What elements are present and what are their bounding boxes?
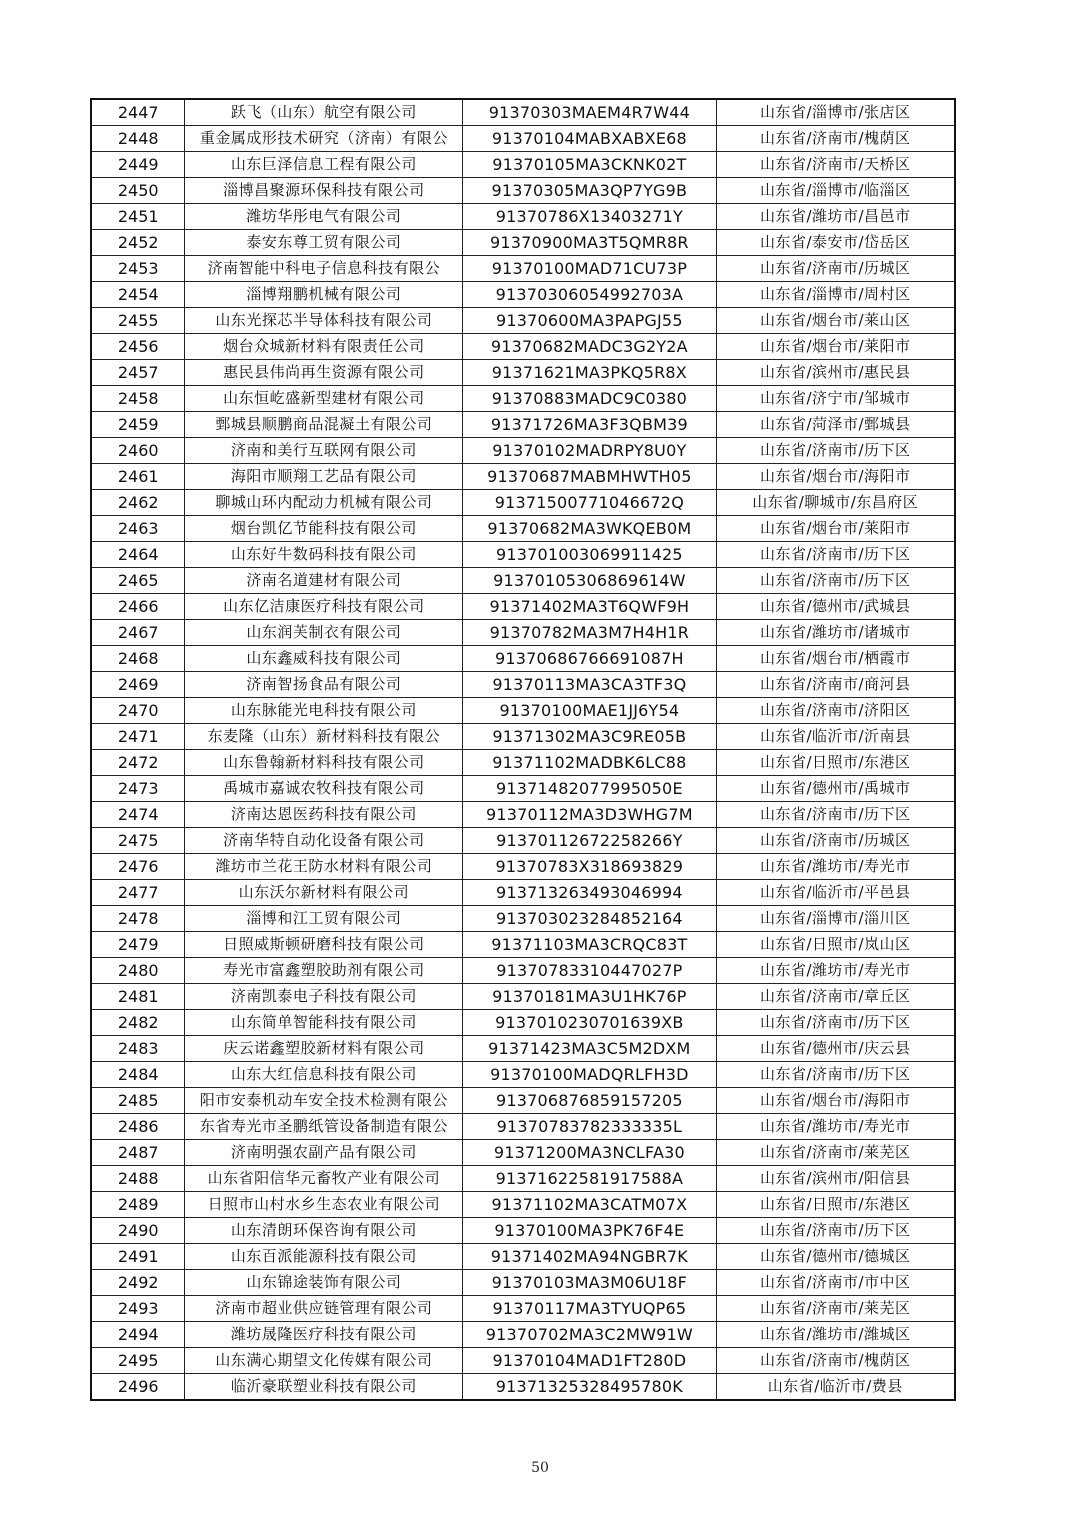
table-row	[91, 646, 955, 672]
table-row	[91, 308, 955, 334]
credit-code: 91370783X318693829	[463, 854, 716, 880]
company-name: 济南明强农副产品有限公司	[185, 1140, 463, 1166]
table-row	[91, 1270, 955, 1296]
row-number: 2468	[91, 646, 185, 672]
row-number: 2477	[91, 880, 185, 906]
company-name: 禹城市嘉诚农牧科技有限公司	[185, 776, 463, 802]
table-row	[91, 542, 955, 568]
company-name: 东麦隆（山东）新材料科技有限公	[185, 724, 463, 750]
region: 山东省/临沂市/平邑县	[716, 880, 955, 906]
company-name: 山东脉能光电科技有限公司	[185, 698, 463, 724]
row-number: 2489	[91, 1192, 185, 1218]
region: 山东省/济南市/历下区	[716, 568, 955, 594]
company-name: 鄄城县顺鹏商品混凝土有限公司	[185, 412, 463, 438]
table-row	[91, 412, 955, 438]
row-number: 2496	[91, 1374, 185, 1401]
credit-code: 91370883MADC9C0380	[463, 386, 716, 412]
table-row	[91, 282, 955, 308]
company-name: 烟台凯亿节能科技有限公司	[185, 516, 463, 542]
table-row	[91, 1062, 955, 1088]
region: 山东省/济南市/槐荫区	[716, 126, 955, 152]
region: 山东省/济南市/槐荫区	[716, 1348, 955, 1374]
company-name: 泰安东尊工贸有限公司	[185, 230, 463, 256]
company-name: 山东沃尔新材料有限公司	[185, 880, 463, 906]
credit-code: 91370783310447027P	[463, 958, 716, 984]
credit-code: 91370682MA3WKQEB0M	[463, 516, 716, 542]
row-number: 2455	[91, 308, 185, 334]
row-number: 2476	[91, 854, 185, 880]
row-number: 2465	[91, 568, 185, 594]
row-number: 2459	[91, 412, 185, 438]
company-name: 济南和美行互联网有限公司	[185, 438, 463, 464]
row-number: 2474	[91, 802, 185, 828]
row-number: 2447	[91, 99, 185, 126]
row-number: 2462	[91, 490, 185, 516]
company-name: 重金属成形技术研究（济南）有限公	[185, 126, 463, 152]
company-name: 潍坊市兰花王防水材料有限公司	[185, 854, 463, 880]
row-number: 2482	[91, 1010, 185, 1036]
company-name: 济南华特自动化设备有限公司	[185, 828, 463, 854]
region: 山东省/菏泽市/鄄城县	[716, 412, 955, 438]
region: 山东省/济南市/章丘区	[716, 984, 955, 1010]
credit-code: 91371726MA3F3QBM39	[463, 412, 716, 438]
row-number: 2486	[91, 1114, 185, 1140]
region: 山东省/淄博市/周村区	[716, 282, 955, 308]
region: 山东省/济南市/历城区	[716, 828, 955, 854]
table-row	[91, 1140, 955, 1166]
table-row	[91, 1218, 955, 1244]
region: 山东省/德州市/庆云县	[716, 1036, 955, 1062]
company-name: 淄博和江工贸有限公司	[185, 906, 463, 932]
table-row	[91, 906, 955, 932]
row-number: 2490	[91, 1218, 185, 1244]
table-row	[91, 802, 955, 828]
region: 山东省/济南市/市中区	[716, 1270, 955, 1296]
company-name: 庆云诺鑫塑胶新材料有限公司	[185, 1036, 463, 1062]
table-row	[91, 1348, 955, 1374]
table-row	[91, 750, 955, 776]
table-row	[91, 1010, 955, 1036]
table-row	[91, 1244, 955, 1270]
company-name: 淄博翔鹏机械有限公司	[185, 282, 463, 308]
region: 山东省/日照市/岚山区	[716, 932, 955, 958]
row-number: 2454	[91, 282, 185, 308]
row-number: 2484	[91, 1062, 185, 1088]
company-name: 山东好牛数码科技有限公司	[185, 542, 463, 568]
table-row	[91, 334, 955, 360]
region: 山东省/济南市/商河县	[716, 672, 955, 698]
credit-code: 91370682MADC3G2Y2A	[463, 334, 716, 360]
table-row	[91, 1166, 955, 1192]
table-body	[91, 99, 955, 1400]
region: 山东省/临沂市/沂南县	[716, 724, 955, 750]
credit-code: 91370687MABMHWTH05	[463, 464, 716, 490]
company-name: 山东鑫威科技有限公司	[185, 646, 463, 672]
credit-code: 913703023284852164	[463, 906, 716, 932]
table-row	[91, 1192, 955, 1218]
region: 山东省/济南市/历下区	[716, 438, 955, 464]
credit-code: 91371325328495780K	[463, 1374, 716, 1401]
company-name: 日照市山村水乡生态农业有限公司	[185, 1192, 463, 1218]
region: 山东省/潍坊市/寿光市	[716, 1114, 955, 1140]
company-name: 聊城山环内配动力机械有限公司	[185, 490, 463, 516]
page-number: 50	[531, 1460, 549, 1476]
region: 山东省/泰安市/岱岳区	[716, 230, 955, 256]
company-name: 山东大红信息科技有限公司	[185, 1062, 463, 1088]
row-number: 2448	[91, 126, 185, 152]
credit-code: 91370100MAE1JJ6Y54	[463, 698, 716, 724]
company-name: 山东鲁翰新材料科技有限公司	[185, 750, 463, 776]
table-row	[91, 828, 955, 854]
company-name: 山东省阳信华元畜牧产业有限公司	[185, 1166, 463, 1192]
credit-code: 91370181MA3U1HK76P	[463, 984, 716, 1010]
table-row	[91, 932, 955, 958]
table-row	[91, 438, 955, 464]
row-number: 2458	[91, 386, 185, 412]
credit-code: 91371622581917588A	[463, 1166, 716, 1192]
region: 山东省/烟台市/海阳市	[716, 1088, 955, 1114]
table-row	[91, 854, 955, 880]
row-number: 2494	[91, 1322, 185, 1348]
credit-code: 91370100MAD71CU73P	[463, 256, 716, 282]
row-number: 2472	[91, 750, 185, 776]
credit-code: 91370117MA3TYUQP65	[463, 1296, 716, 1322]
credit-code: 91371482077995050E	[463, 776, 716, 802]
credit-code: 91370102MADRPY8U0Y	[463, 438, 716, 464]
credit-code: 91370112MA3D3WHG7M	[463, 802, 716, 828]
table-row	[91, 99, 955, 126]
table-row	[91, 1296, 955, 1322]
row-number: 2450	[91, 178, 185, 204]
table-row	[91, 204, 955, 230]
credit-code: 91370686766691087H	[463, 646, 716, 672]
company-name: 山东清朗环保咨询有限公司	[185, 1218, 463, 1244]
company-name: 济南名道建材有限公司	[185, 568, 463, 594]
company-name: 山东巨泽信息工程有限公司	[185, 152, 463, 178]
region: 山东省/德州市/禹城市	[716, 776, 955, 802]
region: 山东省/潍坊市/潍城区	[716, 1322, 955, 1348]
credit-code: 91370303MAEM4R7W44	[463, 99, 716, 126]
company-name: 山东锦途装饰有限公司	[185, 1270, 463, 1296]
row-number: 2492	[91, 1270, 185, 1296]
credit-code: 91371102MA3CATM07X	[463, 1192, 716, 1218]
table-row	[91, 464, 955, 490]
company-registry-table	[90, 98, 956, 1401]
region: 山东省/烟台市/莱山区	[716, 308, 955, 334]
row-number: 2466	[91, 594, 185, 620]
company-name: 潍坊晟隆医疗科技有限公司	[185, 1322, 463, 1348]
row-number: 2451	[91, 204, 185, 230]
region: 山东省/淄博市/淄川区	[716, 906, 955, 932]
table-row	[91, 1036, 955, 1062]
region: 山东省/淄博市/临淄区	[716, 178, 955, 204]
region: 山东省/济南市/历下区	[716, 1218, 955, 1244]
row-number: 2470	[91, 698, 185, 724]
company-name: 山东光探芯半导体科技有限公司	[185, 308, 463, 334]
row-number: 2473	[91, 776, 185, 802]
table-row	[91, 256, 955, 282]
company-name: 山东百派能源科技有限公司	[185, 1244, 463, 1270]
row-number: 2461	[91, 464, 185, 490]
table-row	[91, 880, 955, 906]
credit-code: 91371402MA94NGBR7K	[463, 1244, 716, 1270]
table-row	[91, 1374, 955, 1401]
region: 山东省/潍坊市/昌邑市	[716, 204, 955, 230]
row-number: 2481	[91, 984, 185, 1010]
table-row	[91, 594, 955, 620]
credit-code: 91371200MA3NCLFA30	[463, 1140, 716, 1166]
table-row	[91, 490, 955, 516]
table-row	[91, 776, 955, 802]
company-name: 海阳市顺翔工艺品有限公司	[185, 464, 463, 490]
credit-code: 91370113MA3CA3TF3Q	[463, 672, 716, 698]
credit-code: 91371423MA3C5M2DXM	[463, 1036, 716, 1062]
region: 山东省/烟台市/栖霞市	[716, 646, 955, 672]
company-name: 山东满心期望文化传媒有限公司	[185, 1348, 463, 1374]
credit-code: 91371302MA3C9RE05B	[463, 724, 716, 750]
region: 山东省/潍坊市/寿光市	[716, 854, 955, 880]
table-row	[91, 360, 955, 386]
row-number: 2480	[91, 958, 185, 984]
table-row	[91, 620, 955, 646]
region: 山东省/济南市/莱芜区	[716, 1140, 955, 1166]
credit-code: 91371103MA3CRQC83T	[463, 932, 716, 958]
region: 山东省/济南市/济阳区	[716, 698, 955, 724]
credit-code: 91370104MABXABXE68	[463, 126, 716, 152]
credit-code: 91370100MA3PK76F4E	[463, 1218, 716, 1244]
table-row	[91, 1088, 955, 1114]
region: 山东省/济南市/历下区	[716, 542, 955, 568]
table-row	[91, 672, 955, 698]
company-name: 潍坊华彤电气有限公司	[185, 204, 463, 230]
company-name: 山东亿洁康医疗科技有限公司	[185, 594, 463, 620]
credit-code: 91370112672258266Y	[463, 828, 716, 854]
row-number: 2483	[91, 1036, 185, 1062]
company-name: 寿光市富鑫塑胶助剂有限公司	[185, 958, 463, 984]
region: 山东省/烟台市/海阳市	[716, 464, 955, 490]
row-number: 2456	[91, 334, 185, 360]
company-name: 山东简单智能科技有限公司	[185, 1010, 463, 1036]
credit-code: 91370305MA3QP7YG9B	[463, 178, 716, 204]
region: 山东省/济南市/历下区	[716, 1010, 955, 1036]
row-number: 2479	[91, 932, 185, 958]
company-name: 山东恒屹盛新型建材有限公司	[185, 386, 463, 412]
region: 山东省/临沂市/费县	[716, 1374, 955, 1401]
credit-code: 91370702MA3C2MW91W	[463, 1322, 716, 1348]
credit-code: 91370600MA3PAPGJ55	[463, 308, 716, 334]
company-name: 济南智能中科电子信息科技有限公	[185, 256, 463, 282]
company-name: 惠民县伟尚再生资源有限公司	[185, 360, 463, 386]
company-name: 山东润芙制衣有限公司	[185, 620, 463, 646]
row-number: 2485	[91, 1088, 185, 1114]
region: 山东省/日照市/东港区	[716, 750, 955, 776]
region: 山东省/滨州市/惠民县	[716, 360, 955, 386]
region: 山东省/济南市/历城区	[716, 256, 955, 282]
region: 山东省/淄博市/张店区	[716, 99, 955, 126]
company-name: 阳市安泰机动车安全技术检测有限公	[185, 1088, 463, 1114]
table-row	[91, 568, 955, 594]
table-row	[91, 1322, 955, 1348]
row-number: 2453	[91, 256, 185, 282]
credit-code: 91370786X13403271Y	[463, 204, 716, 230]
table-row	[91, 958, 955, 984]
credit-code: 91370782MA3M7H4H1R	[463, 620, 716, 646]
row-number: 2495	[91, 1348, 185, 1374]
credit-code: 9137010230701639XB	[463, 1010, 716, 1036]
credit-code: 913706876859157205	[463, 1088, 716, 1114]
company-name: 济南达恩医药科技有限公司	[185, 802, 463, 828]
company-name: 临沂豪联塑业科技有限公司	[185, 1374, 463, 1401]
region: 山东省/德州市/德城区	[716, 1244, 955, 1270]
row-number: 2464	[91, 542, 185, 568]
row-number: 2491	[91, 1244, 185, 1270]
region: 山东省/日照市/东港区	[716, 1192, 955, 1218]
table-row	[91, 386, 955, 412]
credit-code: 91370306054992703A	[463, 282, 716, 308]
region: 山东省/济南市/莱芜区	[716, 1296, 955, 1322]
row-number: 2478	[91, 906, 185, 932]
company-name: 淄博昌聚源环保科技有限公司	[185, 178, 463, 204]
table-row	[91, 152, 955, 178]
credit-code: 913713263493046994	[463, 880, 716, 906]
row-number: 2493	[91, 1296, 185, 1322]
credit-code: 913701003069911425	[463, 542, 716, 568]
table-row	[91, 984, 955, 1010]
company-name: 日照威斯顿研磨科技有限公司	[185, 932, 463, 958]
region: 山东省/德州市/武城县	[716, 594, 955, 620]
credit-code: 91371500771046672Q	[463, 490, 716, 516]
row-number: 2469	[91, 672, 185, 698]
company-name: 济南凯泰电子科技有限公司	[185, 984, 463, 1010]
credit-code: 91370105306869614W	[463, 568, 716, 594]
table-row	[91, 724, 955, 750]
region: 山东省/济宁市/邹城市	[716, 386, 955, 412]
table-row	[91, 516, 955, 542]
credit-code: 91371102MADBK6LC88	[463, 750, 716, 776]
table-row	[91, 126, 955, 152]
row-number: 2449	[91, 152, 185, 178]
table-row	[91, 230, 955, 256]
table-row	[91, 1114, 955, 1140]
table-row	[91, 698, 955, 724]
row-number: 2471	[91, 724, 185, 750]
row-number: 2463	[91, 516, 185, 542]
region: 山东省/烟台市/莱阳市	[716, 516, 955, 542]
region: 山东省/潍坊市/寿光市	[716, 958, 955, 984]
company-name: 烟台众城新材料有限责任公司	[185, 334, 463, 360]
row-number: 2452	[91, 230, 185, 256]
region: 山东省/济南市/历下区	[716, 802, 955, 828]
row-number: 2475	[91, 828, 185, 854]
row-number: 2467	[91, 620, 185, 646]
company-name: 济南智扬食品有限公司	[185, 672, 463, 698]
row-number: 2487	[91, 1140, 185, 1166]
company-name: 跃飞（山东）航空有限公司	[185, 99, 463, 126]
company-name: 东省寿光市圣鹏纸管设备制造有限公	[185, 1114, 463, 1140]
region: 山东省/潍坊市/诸城市	[716, 620, 955, 646]
table-row	[91, 178, 955, 204]
credit-code: 91370100MADQRLFH3D	[463, 1062, 716, 1088]
credit-code: 91370105MA3CKNK02T	[463, 152, 716, 178]
row-number: 2457	[91, 360, 185, 386]
credit-code: 91370783782333335L	[463, 1114, 716, 1140]
row-number: 2488	[91, 1166, 185, 1192]
region: 山东省/济南市/天桥区	[716, 152, 955, 178]
company-name: 济南市超业供应链管理有限公司	[185, 1296, 463, 1322]
region: 山东省/聊城市/东昌府区	[716, 490, 955, 516]
region: 山东省/滨州市/阳信县	[716, 1166, 955, 1192]
credit-code: 91371402MA3T6QWF9H	[463, 594, 716, 620]
region: 山东省/烟台市/莱阳市	[716, 334, 955, 360]
row-number: 2460	[91, 438, 185, 464]
credit-code: 91370103MA3M06U18F	[463, 1270, 716, 1296]
credit-code: 91370104MAD1FT280D	[463, 1348, 716, 1374]
credit-code: 91370900MA3T5QMR8R	[463, 230, 716, 256]
credit-code: 91371621MA3PKQ5R8X	[463, 360, 716, 386]
region: 山东省/济南市/历下区	[716, 1062, 955, 1088]
